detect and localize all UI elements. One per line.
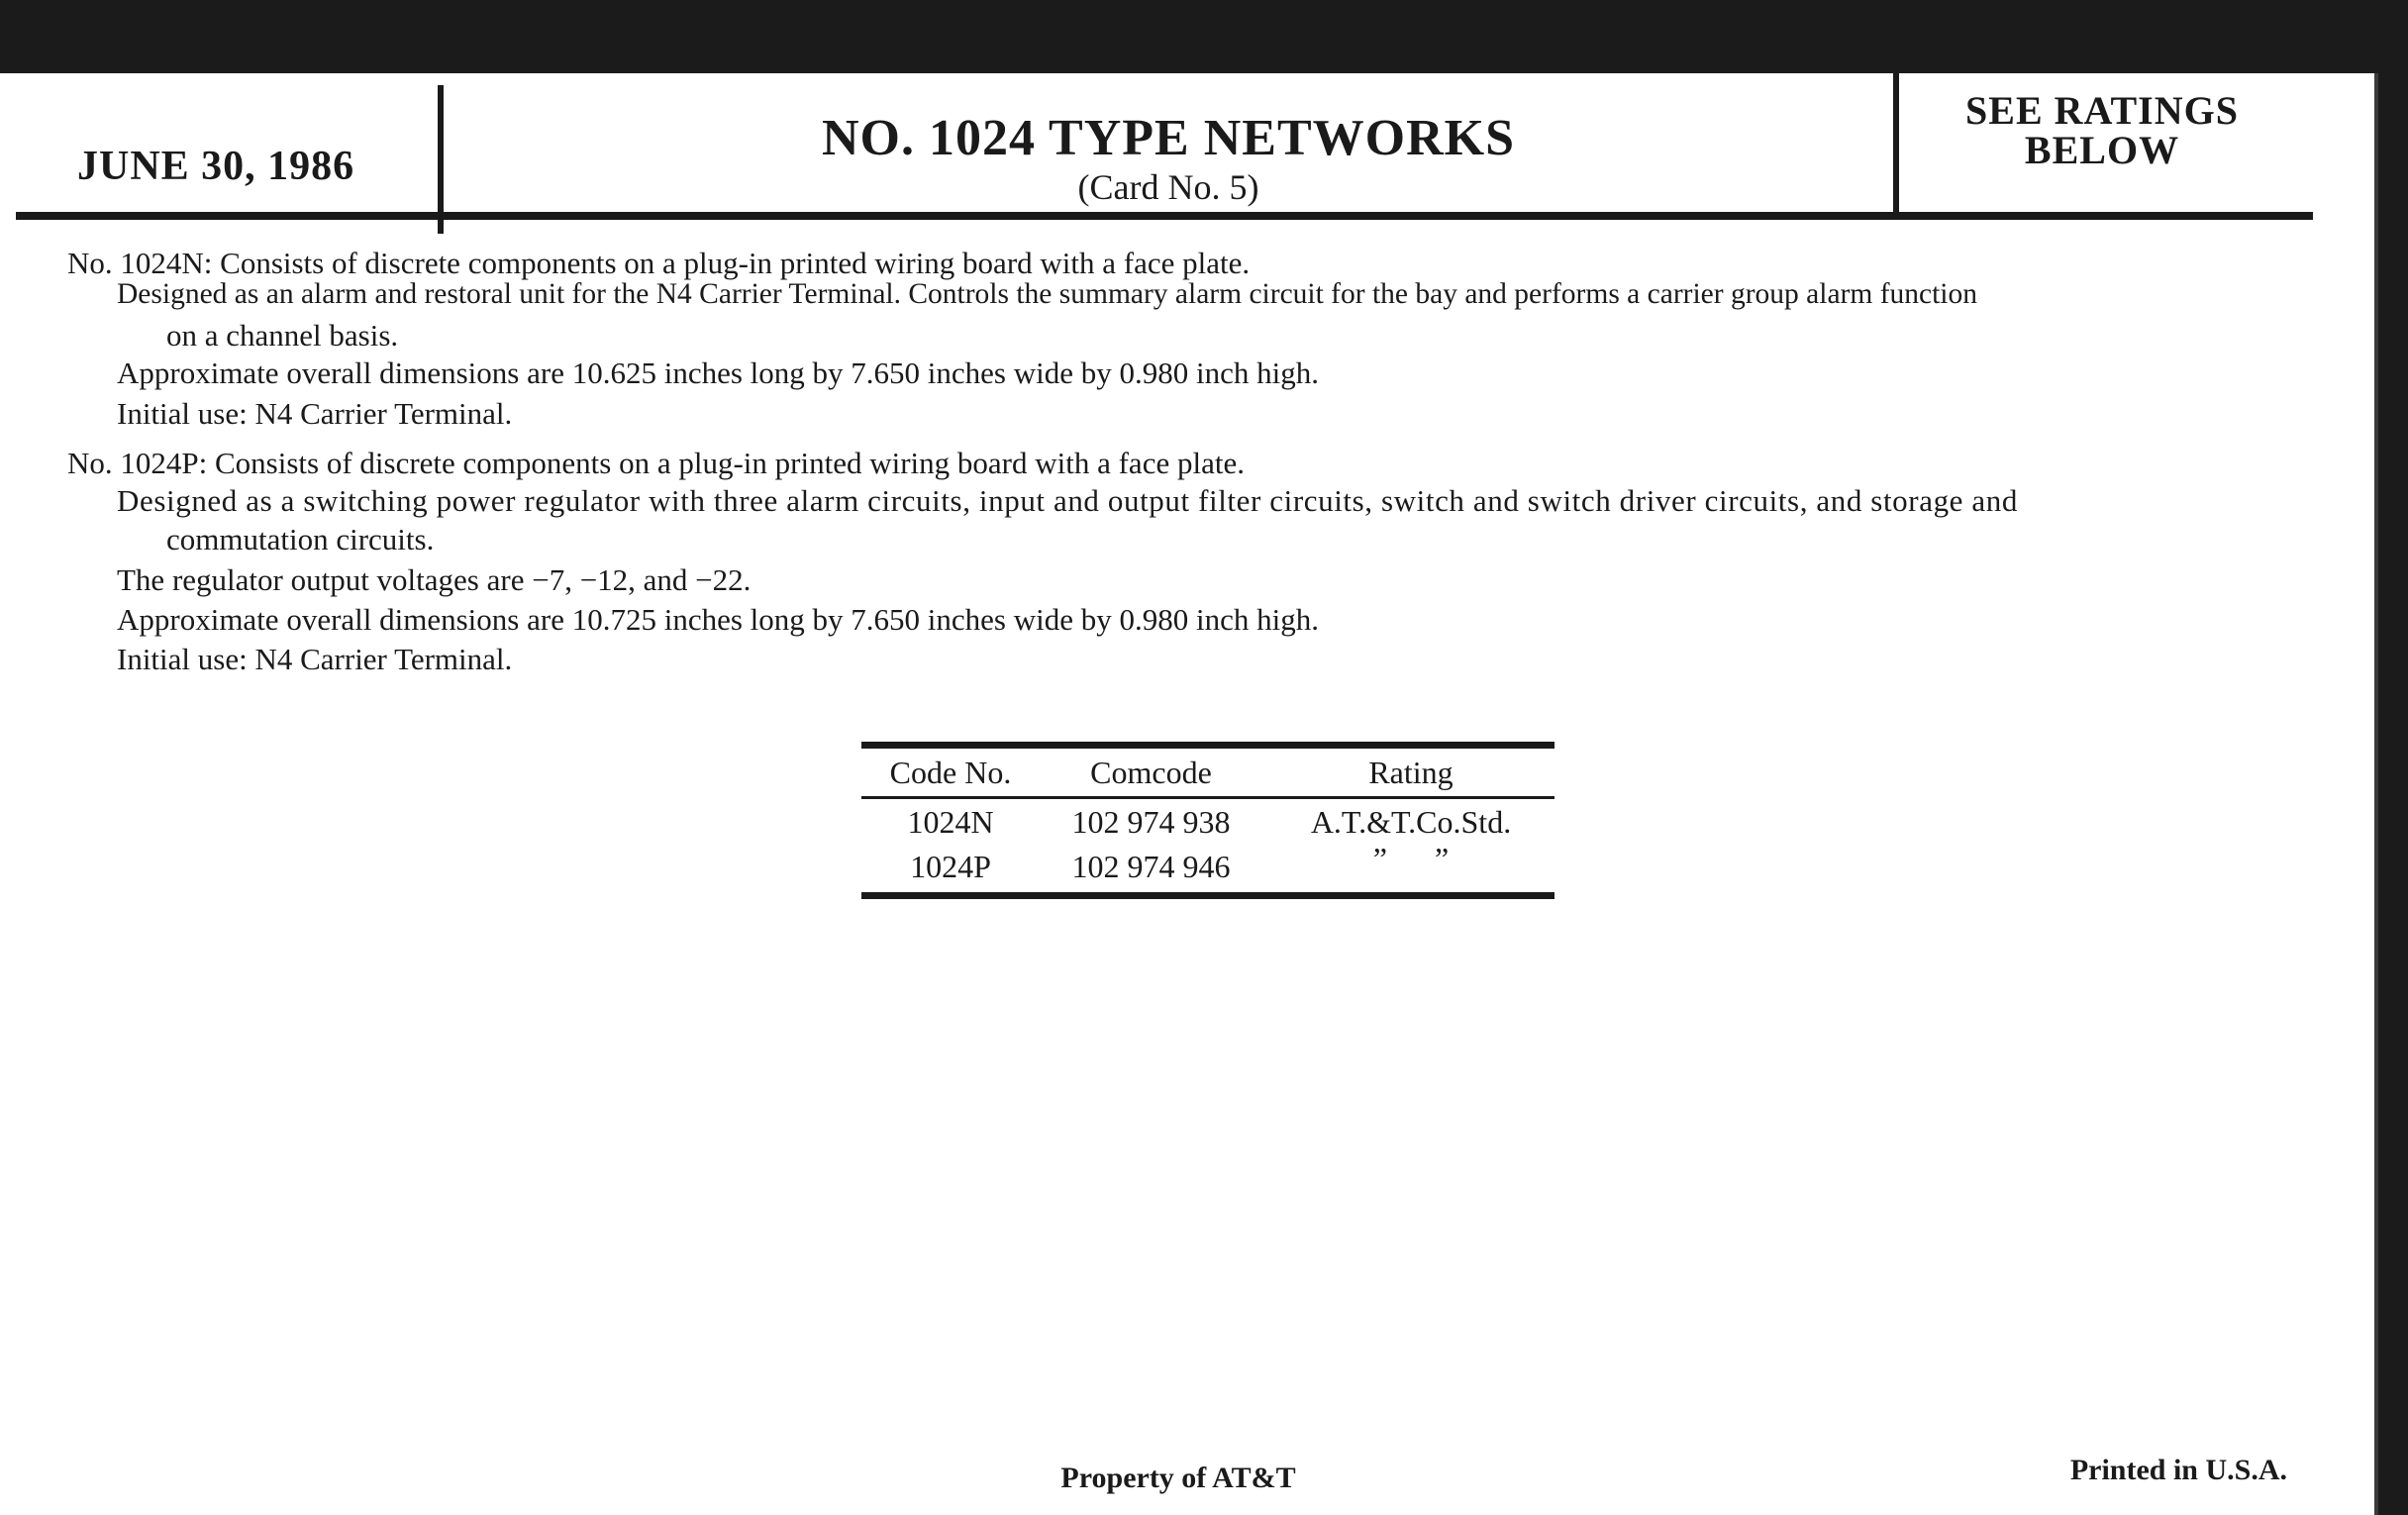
desc-line-1024n-initial-use: Initial use: N4 Carrier Terminal.: [117, 396, 513, 431]
table-cell-comcode: 102 974 946: [1071, 849, 1231, 884]
header-date: JUNE 30, 1986: [77, 144, 355, 189]
desc-line-1024n-heading: No. 1024N: Consists of discrete components on a plug-in printed wiring board with a face plate.: [67, 246, 1251, 280]
table-cell-rating: ” ”: [1372, 841, 1450, 876]
scan-top-border: [0, 0, 2408, 73]
table-header-rule: [861, 796, 1555, 799]
table-top-rule: [861, 742, 1555, 749]
scan-right-border: [2378, 0, 2408, 1515]
footer-property: Property of AT&T: [1060, 1462, 1296, 1494]
desc-line-1024n-dimensions: Approximate overall dimensions are 10.625 inches long by 7.650 inches wide by 0.980 inch high.: [117, 355, 1319, 390]
card-right-edge: [2374, 73, 2378, 1515]
table-cell-code: 1024P: [910, 849, 991, 884]
header-subtitle: (Card No. 5): [1077, 167, 1259, 207]
header-title: NO. 1024 TYPE NETWORKS: [821, 110, 1516, 166]
desc-line-1024p-initial-use: Initial use: N4 Carrier Terminal.: [117, 642, 513, 676]
table-cell-rating: A.T.&T.Co.Std.: [1310, 804, 1512, 840]
desc-line-1024n-design-cont: on a channel basis.: [166, 318, 399, 353]
header-ratings-line2: BELOW: [2024, 128, 2180, 172]
header-ratings-line1: SEE RATINGS: [1965, 88, 2239, 133]
table-header-rating: Rating: [1368, 755, 1454, 790]
table-header-code: Code No.: [889, 755, 1012, 790]
table-cell-comcode: 102 974 938: [1071, 804, 1231, 840]
desc-line-1024p-design-cont: commutation circuits.: [166, 522, 435, 556]
desc-line-1024p-voltages: The regulator output voltages are −7, −12, and −22.: [117, 562, 752, 597]
table-header-comcode: Comcode: [1090, 755, 1212, 790]
table-bottom-rule: [861, 892, 1555, 899]
footer-printed: Printed in U.S.A.: [2069, 1454, 2287, 1486]
desc-line-1024p-heading: No. 1024P: Consists of discrete components on a plug-in printed wiring board with a face plate.: [67, 446, 1245, 480]
document-card: [0, 73, 2374, 1515]
desc-line-1024n-design: Designed as an alarm and restoral unit for the N4 Carrier Terminal. Controls the summary alarm circuit for the bay and performs a carrier group alarm function: [117, 278, 1977, 310]
header-ratings-note: [1899, 88, 2305, 172]
header-rule: [16, 212, 2313, 220]
table-cell-code: 1024N: [907, 804, 994, 840]
desc-line-1024p-dimensions: Approximate overall dimensions are 10.725 inches long by 7.650 inches wide by 0.980 inch high.: [117, 602, 1319, 637]
desc-line-1024p-design: Designed as a switching power regulator with three alarm circuits, input and output filter circuits, switch and switch driver circuits, and storage and: [117, 483, 2018, 518]
